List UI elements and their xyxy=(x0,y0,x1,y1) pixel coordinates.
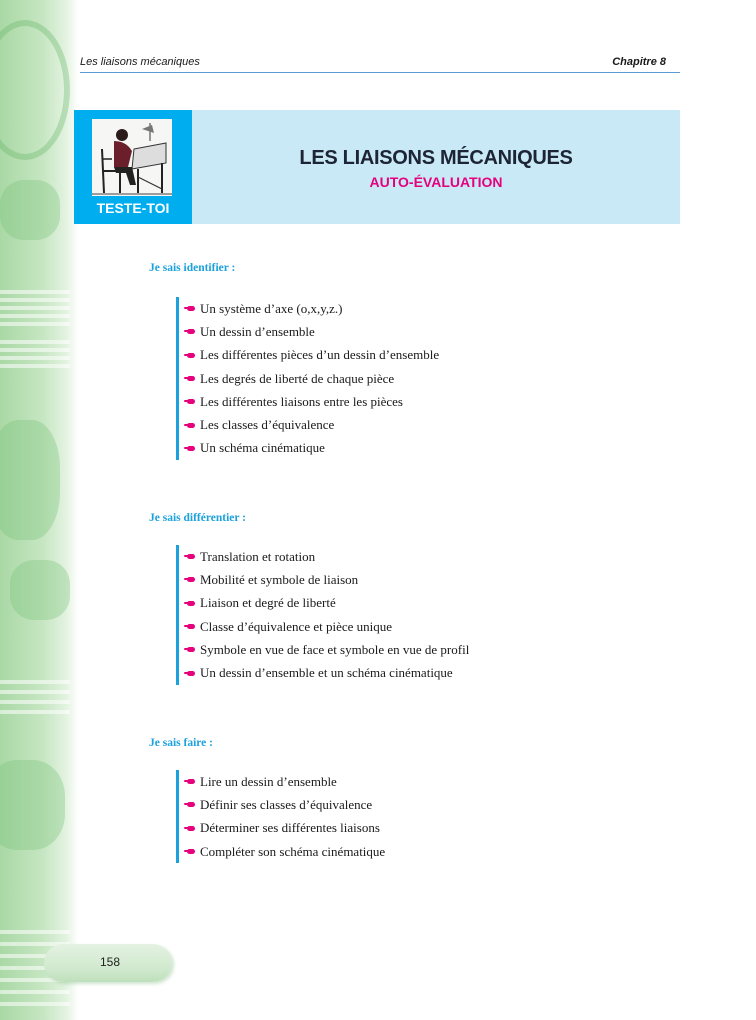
pointing-hand-icon xyxy=(184,600,195,607)
decorative-stripe xyxy=(0,680,70,684)
list-item-text: Un dessin d’ensemble xyxy=(200,323,315,339)
drafting-person-icon xyxy=(92,119,172,196)
decorative-stripe xyxy=(0,356,70,360)
list-item-text: Les degrés de liberté de chaque pièce xyxy=(200,370,395,386)
decorative-stripe xyxy=(0,364,70,368)
page-number: 158 xyxy=(99,955,121,969)
identifier-list xyxy=(176,297,439,460)
list-item-text: Déterminer ses différentes liaisons xyxy=(200,820,380,836)
list-item xyxy=(184,770,385,793)
list-item xyxy=(184,568,469,591)
list-item xyxy=(184,638,469,661)
decorative-stripe xyxy=(0,298,70,302)
list-item-text: Un dessin d’ensemble et un schéma cinématique xyxy=(200,665,453,681)
page-subtitle: AUTO-ÉVALUATION xyxy=(369,174,503,190)
decorative-stripe xyxy=(0,306,70,310)
page-number-tab xyxy=(44,944,172,982)
decorative-stripe xyxy=(0,930,70,934)
decorative-stripe xyxy=(0,348,70,352)
list-item-text: Un schéma cinématique xyxy=(200,440,325,456)
header-chapter: Chapitre 8 xyxy=(612,56,666,68)
list-item xyxy=(184,413,439,436)
list-item-text: Les classes d’équivalence xyxy=(200,417,335,433)
decorative-stripe xyxy=(0,700,70,704)
section-heading-identifier: Je sais identifier : xyxy=(149,262,236,274)
decorative-stripe xyxy=(0,690,70,694)
decorative-stripe xyxy=(0,340,70,344)
list-item-text: Symbole en vue de face et symbole en vue de profil xyxy=(200,641,470,657)
list-item-text: Lire un dessin d’ensemble xyxy=(200,773,337,789)
section-heading-faire: Je sais faire : xyxy=(149,737,213,749)
pointing-hand-icon xyxy=(184,646,195,653)
pointing-hand-icon xyxy=(184,670,195,677)
list-item xyxy=(184,840,385,863)
pointing-hand-icon xyxy=(184,328,195,335)
title-banner xyxy=(74,110,680,224)
decorative-stripe xyxy=(0,314,70,318)
pointing-hand-icon xyxy=(184,422,195,429)
decorative-shape xyxy=(10,560,70,620)
decorative-side-band xyxy=(0,0,78,1020)
section-heading-differentier: Je sais différentier : xyxy=(149,512,246,524)
list-item xyxy=(184,297,439,320)
differentier-list xyxy=(176,545,469,685)
decorative-stripe xyxy=(0,990,70,994)
decorative-shape xyxy=(0,420,60,540)
pointing-hand-icon xyxy=(184,553,195,560)
pointing-hand-icon xyxy=(184,825,195,832)
pointing-hand-icon xyxy=(184,375,195,382)
faire-list xyxy=(176,770,385,863)
pointing-hand-icon xyxy=(184,305,195,312)
decorative-shape xyxy=(0,180,60,240)
pointing-hand-icon xyxy=(184,778,195,785)
page-title: LES LIAISONS MÉCANIQUES xyxy=(299,147,573,169)
decorative-stripe xyxy=(0,710,70,714)
pointing-hand-icon xyxy=(184,445,195,452)
list-item-text: Liaison et degré de liberté xyxy=(200,595,336,611)
drafting-person-illustration xyxy=(92,119,172,196)
pointing-hand-icon xyxy=(184,352,195,359)
list-item xyxy=(184,817,385,840)
list-item-text: Les différentes pièces d’un dessin d’ensemble xyxy=(200,347,440,363)
list-item-text: Classe d’équivalence et pièce unique xyxy=(200,618,393,634)
running-header xyxy=(80,55,680,73)
list-item-text: Mobilité et symbole de liaison xyxy=(200,571,359,587)
list-item xyxy=(184,545,469,568)
header-book-title: Les liaisons mécaniques xyxy=(80,56,200,68)
list-item-text: Un système d’axe (o,x,y,z.) xyxy=(200,300,343,316)
decorative-stripe xyxy=(0,1002,70,1006)
badge-label: TESTE-TOI xyxy=(96,200,170,216)
list-item xyxy=(184,320,439,343)
list-item xyxy=(184,437,439,460)
list-item xyxy=(184,615,469,638)
pointing-hand-icon xyxy=(184,848,195,855)
teste-toi-badge xyxy=(74,110,192,224)
list-item xyxy=(184,592,469,615)
list-item-text: Compléter son schéma cinématique xyxy=(200,843,386,859)
list-item xyxy=(184,661,469,684)
list-item xyxy=(184,793,385,816)
decorative-stripe xyxy=(0,290,70,294)
decorative-ring xyxy=(0,20,70,160)
list-item xyxy=(184,390,439,413)
pointing-hand-icon xyxy=(184,576,195,583)
pointing-hand-icon xyxy=(184,398,195,405)
list-item xyxy=(184,344,439,367)
decorative-stripe xyxy=(0,322,70,326)
list-item-text: Translation et rotation xyxy=(200,548,316,564)
list-item-text: Les différentes liaisons entre les pièces xyxy=(200,393,403,409)
pointing-hand-icon xyxy=(184,801,195,808)
pointing-hand-icon xyxy=(184,623,195,630)
decorative-shape xyxy=(0,760,65,850)
list-item xyxy=(184,367,439,390)
list-item-text: Définir ses classes d’équivalence xyxy=(200,796,373,812)
